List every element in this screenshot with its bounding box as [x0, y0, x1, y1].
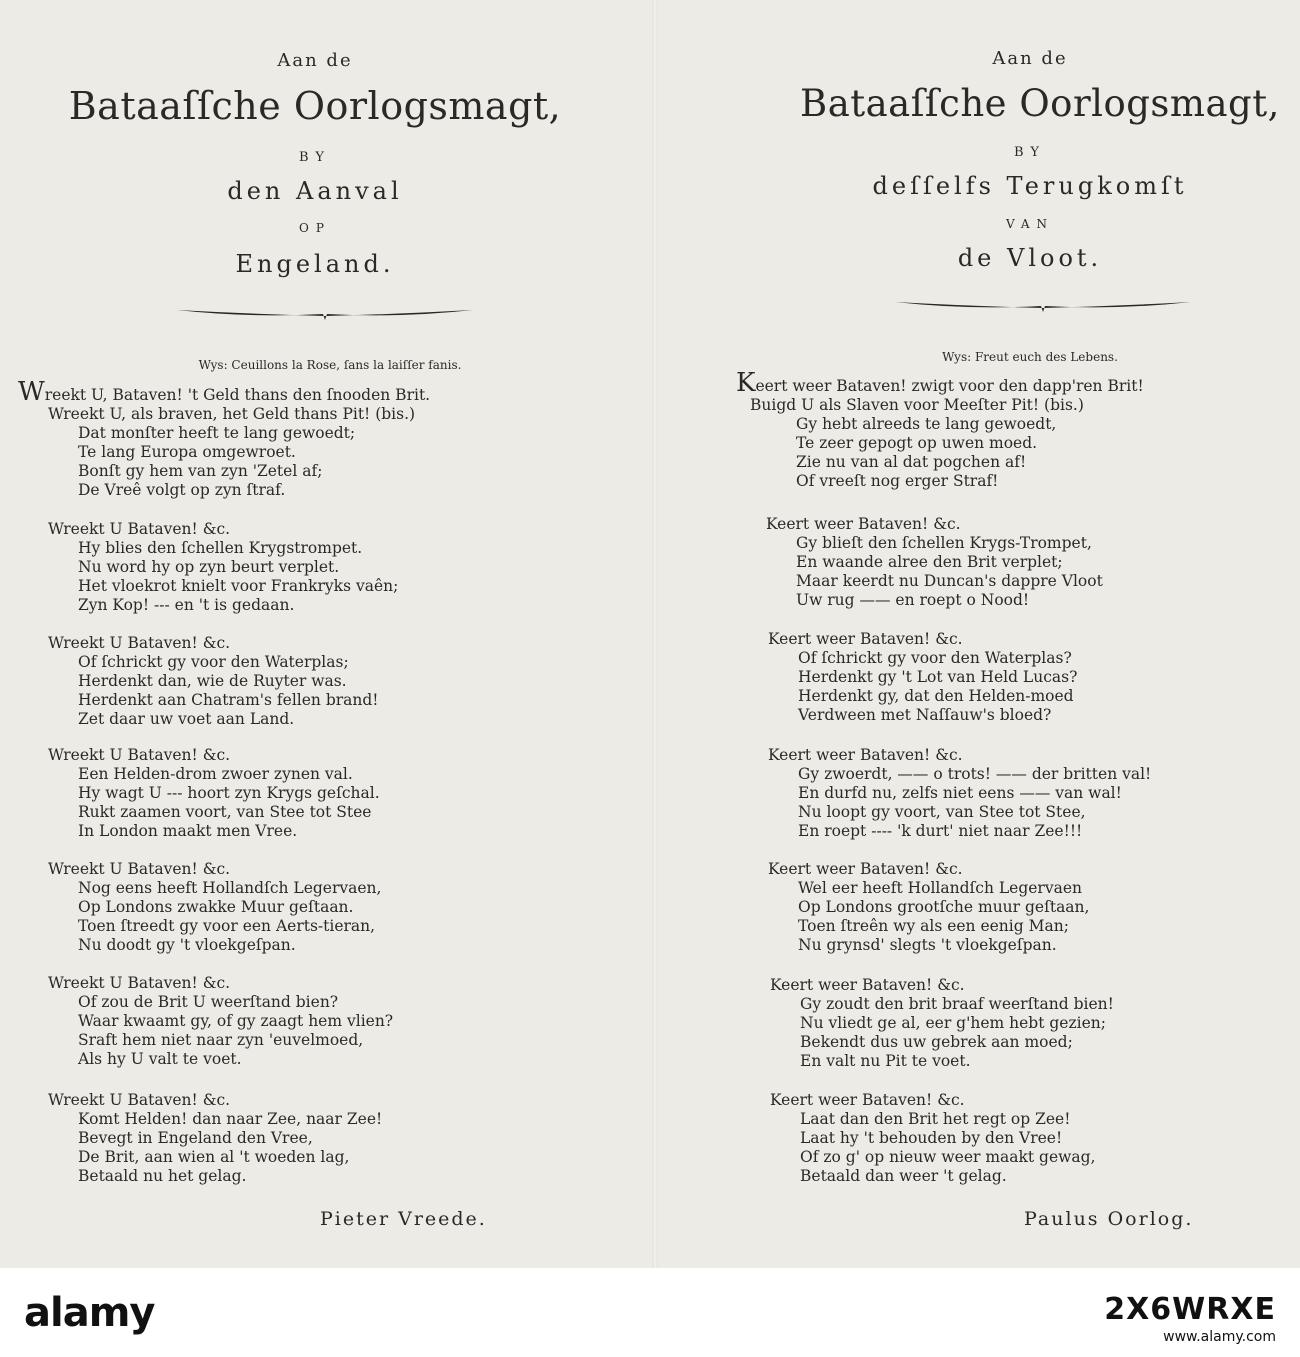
- right-signature: Paulus Oorlog.: [1024, 1208, 1194, 1230]
- stanza-line: De Vreê volgt op zyn ſtraf.: [78, 481, 286, 499]
- stanza-line: Dat monſter heeft te lang gewoedt;: [78, 424, 356, 442]
- stanza-line: En durfd nu, zelfs niet eens —— van wal!: [798, 784, 1122, 802]
- right-subtitle-2: de Vloot.: [957, 244, 1103, 272]
- stanza-line: Of vreeſt nog erger Straf!: [796, 472, 999, 490]
- stanza-line: Gy zoudt den brit braaf weerſtand bien!: [800, 995, 1114, 1013]
- right-wys: Wys: Freut euch des Lebens.: [942, 350, 1118, 364]
- left-stanza-3: [48, 634, 379, 729]
- stanza-line: Wel eer heeft Hollandſch Legervaen: [798, 879, 1082, 897]
- left-ornament-rule: [175, 304, 475, 322]
- stanza-line: Bonſt gy hem van zyn 'Zetel af;: [78, 462, 323, 480]
- right-stanza-4: [768, 746, 1151, 841]
- left-by: BY: [299, 150, 331, 165]
- stanza-line: Nu grynsd' slegts 't vloekgeſpan.: [798, 936, 1057, 954]
- stanza-line: Wreekt U Bataven! &c.: [48, 1091, 231, 1109]
- stanza-line: Laat dan den Brit het regt op Zee!: [800, 1110, 1071, 1128]
- stanza-line: Of ſchrickt gy voor den Waterplas?: [798, 649, 1072, 667]
- left-aan-de: Aan de: [277, 50, 353, 71]
- stanza-line: Wreekt U, als braven, het Geld thans Pit! (bis.): [48, 405, 416, 423]
- stanza-line: Op Londons zwakke Muur geſtaan.: [78, 898, 354, 916]
- right-heading: Bataaſſche Oorlogsmagt,: [800, 82, 1280, 125]
- stanza-line: Sraft hem niet naar zyn 'euvelmoed,: [78, 1031, 364, 1049]
- right-by: BY: [1014, 145, 1046, 160]
- stanza-line: Te zeer gepogt op uwen moed.: [796, 434, 1038, 452]
- stanza-line: Of zou de Brit U weerſtand bien?: [78, 993, 339, 1011]
- stanza-line: Komt Helden! dan naar Zee, naar Zee!: [78, 1110, 383, 1128]
- stanza-line: Te lang Europa omgewroet.: [78, 443, 296, 461]
- stock-credit-bar: [0, 1268, 1300, 1357]
- stanza-line: Keert weer Bataven! &c.: [766, 515, 961, 533]
- stanza-line: Nu word hy op zyn beurt verplet.: [78, 558, 340, 576]
- stanza-line: Hy wagt U --- hoort zyn Krygs geſchal.: [78, 784, 380, 802]
- stanza-line: Waar kwaamt gy, of gy zaagt hem vlien?: [78, 1012, 394, 1030]
- stanza-line: Nu doodt gy 't vloekgeſpan.: [78, 936, 296, 954]
- stanza-line: Toen ſtreedt gy voor een Aerts-tieran,: [78, 917, 376, 935]
- stanza-line: Keert weer Bataven! zwigt voor den dapp'ren Brit!: [736, 368, 1144, 398]
- image-id: 2X6WRXE: [1104, 1292, 1276, 1327]
- stanza-line: Wreekt U Bataven! &c.: [48, 634, 231, 652]
- stanza-line: Verdween met Naſſauw's bloed?: [798, 706, 1052, 724]
- right-stanza-1: [736, 368, 1144, 491]
- stanza-line: Maar keerdt nu Duncan's dappre Vloot: [796, 572, 1103, 590]
- stanza-line: Gy zwoerdt, —— o trots! —— der britten val!: [798, 765, 1152, 783]
- stanza-line: Herdenkt dan, wie de Ruyter was.: [78, 672, 347, 690]
- stanza-line: Herdenkt gy 't Lot van Held Lucas?: [798, 668, 1078, 686]
- source-url: www.alamy.com: [1163, 1329, 1276, 1345]
- left-stanza-6: [48, 974, 393, 1069]
- stanza-line: Keert weer Bataven! &c.: [768, 860, 963, 878]
- brand-logo: alamy: [24, 1290, 155, 1336]
- right-ornament-rule: [893, 296, 1193, 314]
- drop-initial: W: [18, 377, 45, 407]
- center-fold: [652, 0, 658, 1268]
- stanza-line: Als hy U valt te voet.: [78, 1050, 242, 1068]
- stanza-line: Laat hy 't behouden by den Vree!: [800, 1129, 1063, 1147]
- stanza-line: Gy blieſt den ſchellen Krygs-Trompet,: [796, 534, 1092, 552]
- stanza-line: Hy blies den ſchellen Krygstrompet.: [78, 539, 363, 557]
- left-signature: Pieter Vreede.: [320, 1208, 487, 1230]
- right-van: VAN: [1005, 217, 1055, 231]
- stanza-line: En roept ---- 'k durt' niet naar Zee!!!: [798, 822, 1083, 840]
- stanza-line: Buigd U als Slaven voor Meeſter Pit! (bis.): [750, 396, 1084, 414]
- left-stanza-4: [48, 746, 380, 841]
- right-stanza-5: [768, 860, 1089, 955]
- stanza-line: Betaald dan weer 't gelag.: [800, 1167, 1007, 1185]
- left-heading: Bataaſſche Oorlogsmagt,: [68, 84, 562, 128]
- stanza-line: En waande alree den Brit verplet;: [796, 553, 1063, 571]
- stanza-line: Een Helden-drom zwoer zynen val.: [78, 765, 353, 783]
- stanza-line: Keert weer Bataven! &c.: [768, 630, 963, 648]
- stanza-line: Keert weer Bataven! &c.: [768, 746, 963, 764]
- stanza-line: Betaald nu het gelag.: [78, 1167, 247, 1185]
- right-aan-de: Aan de: [992, 48, 1068, 69]
- stanza-line: Keert weer Bataven! &c.: [770, 1091, 965, 1109]
- image-code: [1104, 1292, 1276, 1345]
- stanza-line: En valt nu Pit te voet.: [800, 1052, 971, 1070]
- stanza-line: Zet daar uw voet aan Land.: [78, 710, 295, 728]
- left-stanza-5: [48, 860, 381, 955]
- stanza-line: Gy hebt alreeds te lang gewoedt,: [796, 415, 1057, 433]
- left-subtitle-1: den Aanval: [227, 177, 403, 205]
- right-stanza-7: [770, 1091, 1096, 1186]
- stanza-line: Wreekt U Bataven! &c.: [48, 520, 231, 538]
- right-stanza-2: [766, 515, 1103, 610]
- stanza-line: Het vloekrot knielt voor Frankryks vaên;: [78, 577, 399, 595]
- left-stanza-7: [48, 1091, 382, 1186]
- stanza-line: Zie nu van al dat pogchen af!: [796, 453, 1027, 471]
- stanza-line: Nog eens heeft Hollandſch Legervaen,: [78, 879, 382, 897]
- right-subtitle-1: deſſelfs Terugkomſt: [872, 172, 1188, 200]
- stanza-line: Herdenkt aan Chatram's fellen brand!: [78, 691, 379, 709]
- right-stanza-6: [770, 976, 1114, 1071]
- left-op: OP: [299, 221, 331, 235]
- left-stanza-1: [18, 377, 431, 500]
- stanza-line: Wreekt U Bataven! &c.: [48, 974, 231, 992]
- stanza-line: Zyn Kop! --- en 't is gedaan.: [78, 596, 295, 614]
- stanza-line: Uw rug —— en roept o Nood!: [796, 591, 1030, 609]
- stanza-line: De Brit, aan wien al 't woeden lag,: [78, 1148, 350, 1166]
- stanza-line: Toen ſtreên wy als een eenig Man;: [798, 917, 1069, 935]
- stanza-line: Op Londons grootſche muur geſtaan,: [798, 898, 1090, 916]
- left-wys: Wys: Ceuillons la Rose, ſans la laiſſer fanis.: [198, 358, 462, 372]
- stanza-line: Nu vliedt ge al, eer g'hem hebt gezien;: [800, 1014, 1106, 1032]
- left-subtitle-2: Engeland.: [235, 250, 395, 278]
- stanza-line: Bevegt in Engeland den Vree,: [78, 1129, 313, 1147]
- stanza-line: Herdenkt gy, dat den Helden-moed: [798, 687, 1074, 705]
- stanza-line: Bekendt dus uw gebrek aan moed;: [800, 1033, 1073, 1051]
- stanza-line: Rukt zaamen voort, van Stee tot Stee: [78, 803, 372, 821]
- left-stanza-2: [48, 520, 398, 615]
- stanza-line: Of zo g' op nieuw weer maakt gewag,: [800, 1148, 1096, 1166]
- stanza-line: Of ſchrickt gy voor den Waterplas;: [78, 653, 349, 671]
- stanza-line: Keert weer Bataven! &c.: [770, 976, 965, 994]
- stanza-line: Wreekt U Bataven! &c.: [48, 860, 231, 878]
- right-stanza-3: [768, 630, 1077, 725]
- left-page: [0, 0, 650, 1268]
- stanza-line: Nu loopt gy voort, van Stee tot Stee,: [798, 803, 1086, 821]
- right-page: [660, 0, 1300, 1268]
- drop-initial: K: [736, 368, 756, 398]
- stanza-line: In London maakt men Vree.: [78, 822, 298, 840]
- stanza-line: Wreekt U Bataven! &c.: [48, 746, 231, 764]
- stanza-line: Wreekt U, Bataven! 't Geld thans den ſnooden Brit.: [18, 377, 431, 407]
